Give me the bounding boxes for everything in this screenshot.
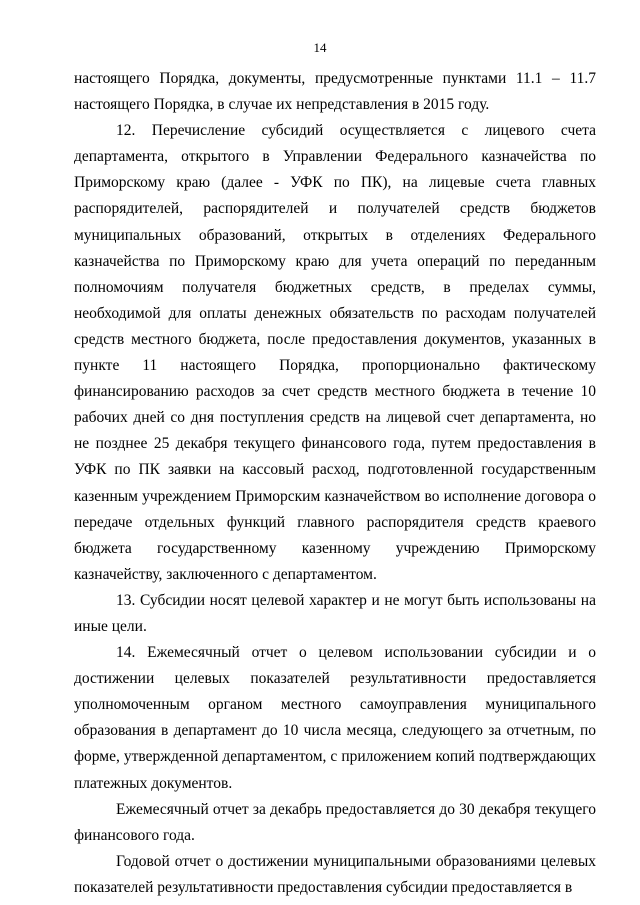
paragraph-annual-report: Годовой отчет о достижении муниципальными образованиями целевых показателей результативности предоставления субсидии предоставляется в	[74, 852, 596, 896]
page-number: 14	[313, 40, 327, 55]
paragraph-14: 14. Ежемесячный отчет о целевом использовании субсидии и о достижении целевых показателей результативности предоставляется уполномоченным органом местного самоуправления муниципального образования в департамент до 10 числа месяца, следующего за отчетным, по форме, утвержденной департаментом, с приложением копий подтверждающих платежных документов.	[74, 644, 596, 792]
paragraph-12: 12. Перечисление субсидий осуществляется с лицевого счета департамента, открытого в Управлении Федерального казначейства по Приморскому краю (далее - УФК по ПК), на лицевые счета главных распорядителей, распорядителей и получателей средств бюджетов муниципальных образований, открытых в отделениях Федерального казначейства по Приморскому краю для учета операций по переданным полномочиям получателя бюджетных средств, в пределах суммы, необходимой для оплаты денежных обязательств по расходам получателей средств местного бюджета, после предоставления документов, указанных в пункте 11 настоящего Порядка, пропорционально фактическому финансированию расходов за счет средств местного бюджета в течение 10 рабочих дней со дня поступления средств на лицевой счет департамента, но не позднее 25 декабря текущего финансового года, путем предоставления в УФК по ПК заявки на кассовый расход, подготовленной государственным казенным учреждением Приморским казначейством во исполнение договора о передаче отдельных функций главного распорядителя средств краевого бюджета государственному казенному учреждению Приморскому казначейству, заключенного с департаментом.	[74, 122, 596, 583]
paragraph-13: 13. Субсидии носят целевой характер и не могут быть использованы на иные цели.	[74, 591, 596, 635]
paragraph-continuation: настоящего Порядка, документы, предусмотренные пунктами 11.1 – 11.7 настоящего Порядка, в случае их непредставления в 2015 году.	[74, 70, 596, 114]
paragraph-monthly-report-december: Ежемесячный отчет за декабрь предоставляется до 30 декабря текущего финансового года.	[74, 800, 596, 844]
document-body	[74, 66, 596, 901]
